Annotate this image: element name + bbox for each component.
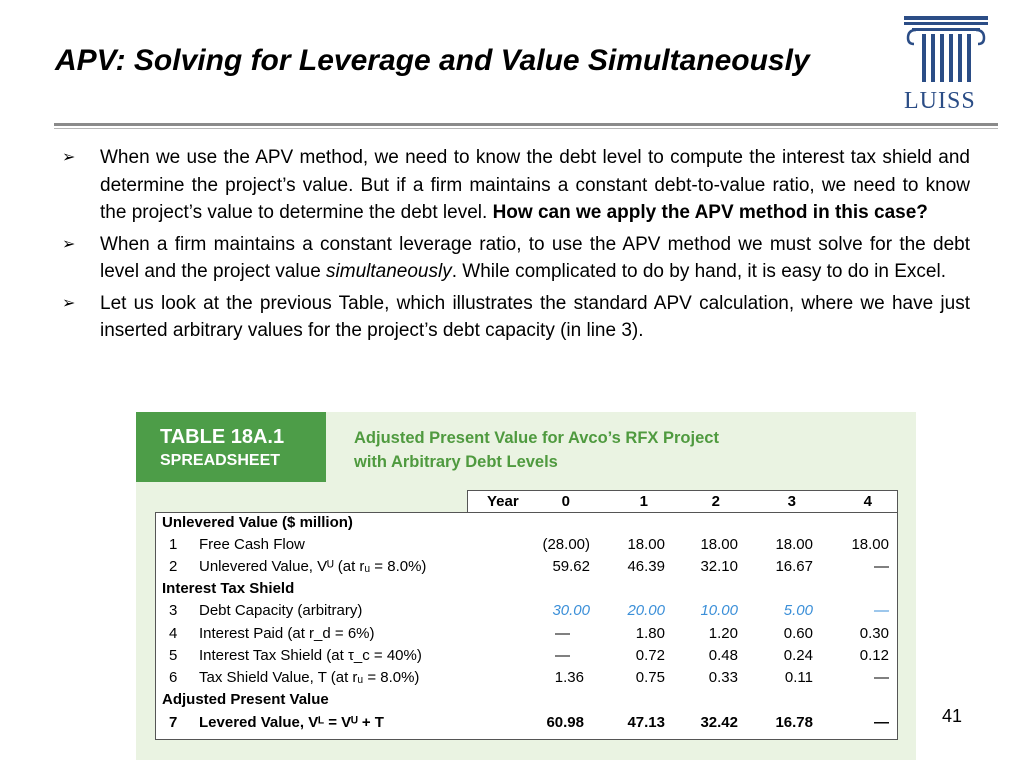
row-number: 7 xyxy=(169,714,178,731)
table-cell: 0.11 xyxy=(784,669,813,686)
row-label: Debt Capacity (arbitrary) xyxy=(199,602,363,619)
table-number: TABLE 18A.1 xyxy=(160,426,285,448)
table-cell: 59.62 xyxy=(552,558,590,575)
section-heading: Unlevered Value ($ million) xyxy=(162,514,353,531)
row-label: Tax Shield Value, T (at rᵤ = 8.0%) xyxy=(199,669,420,686)
bullet-item: ➢ When a firm maintains a constant leverage ratio, to use the APV method we must solve for the debt level and the project value simultaneously. While complicated to do by hand, it is easy to do in Excel. xyxy=(62,231,970,286)
table-cell: — xyxy=(555,625,570,642)
row-number: 1 xyxy=(169,536,178,553)
table-cell: 18.00 xyxy=(775,536,813,553)
table-cell: 0.75 xyxy=(635,669,665,686)
table-cell: — xyxy=(555,647,570,664)
table-cell: 30.00 xyxy=(552,602,590,619)
bullet-item: ➢ Let us look at the previous Table, which illustrates the standard APV calculation, where we have just inserted arbitrary values for the project’s debt capacity (in line 3). xyxy=(62,290,970,345)
table-tab-label xyxy=(136,412,326,482)
slide-title: APV: Solving for Leverage and Value Simultaneously xyxy=(55,44,810,77)
table-type: SPREADSHEET xyxy=(160,452,281,469)
table-cell: — xyxy=(874,558,889,575)
logo-text: LUISS xyxy=(904,88,976,114)
table-cell: 18.00 xyxy=(851,536,889,553)
table-cell: 0.33 xyxy=(708,669,738,686)
arrow-bullet-icon: ➢ xyxy=(62,149,76,166)
table-cell: 0.48 xyxy=(708,647,738,664)
table-cell: 16.67 xyxy=(775,558,813,575)
table-cell: 46.39 xyxy=(627,558,665,575)
table-cell: 0.72 xyxy=(635,647,665,664)
section-heading: Interest Tax Shield xyxy=(162,580,295,597)
table-cell: — xyxy=(874,714,889,731)
table-cell: 0.24 xyxy=(783,647,813,664)
table-cell: 32.10 xyxy=(700,558,738,575)
table-cell: 60.98 xyxy=(546,714,584,731)
arrow-bullet-icon: ➢ xyxy=(62,235,76,253)
table-cell: 0.12 xyxy=(859,647,889,664)
table-cell: — xyxy=(874,669,889,686)
row-label: Free Cash Flow xyxy=(199,536,305,553)
table-cell: 1.80 xyxy=(635,625,665,642)
table-cell: 20.00 xyxy=(627,602,665,619)
row-label: Unlevered Value, Vᵁ (at rᵤ = 8.0%) xyxy=(199,558,427,575)
header-year: Year xyxy=(487,493,519,510)
table-cell: 0.30 xyxy=(859,625,889,642)
table-cell: 10.00 xyxy=(700,602,738,619)
table-cell: 32.42 xyxy=(700,714,738,731)
bullet-question: How can we apply the APV method in this case? xyxy=(492,202,928,223)
page-number: 41 xyxy=(942,706,963,726)
table-cell: 18.00 xyxy=(700,536,738,553)
arrow-bullet-icon: ➢ xyxy=(62,294,76,312)
table-cell: 16.78 xyxy=(775,714,813,731)
row-number: 5 xyxy=(169,647,178,664)
table-cell: 47.13 xyxy=(627,714,665,731)
header-col-2: 2 xyxy=(711,493,720,510)
header-col-0: 0 xyxy=(561,493,570,510)
header-col-3: 3 xyxy=(787,493,796,510)
table-cell: (28.00) xyxy=(542,536,590,553)
bullet-item: ➢ When we use the APV method, we need to know the debt level to compute the interest tax shield and determine the project’s value. But if a firm maintains a constant debt-to-value ratio, we need to know the project’s value to determine the debt level. How can we apply the APV method in this case? xyxy=(62,144,970,227)
title-divider xyxy=(54,123,998,126)
table-cell: 0.60 xyxy=(783,625,813,642)
table-title: Adjusted Present Value for Avco’s RFX Project with Arbitrary Debt Levels xyxy=(354,429,719,471)
header-col-1: 1 xyxy=(639,493,648,510)
header-col-4: 4 xyxy=(863,493,872,510)
table-cell: 1.36 xyxy=(554,669,584,686)
section-heading: Adjusted Present Value xyxy=(162,691,329,708)
row-label: Levered Value, Vᴸ = Vᵁ + T xyxy=(199,714,384,731)
table-cell: 18.00 xyxy=(627,536,665,553)
row-number: 6 xyxy=(169,669,178,686)
table-cell: 1.20 xyxy=(708,625,738,642)
title-divider-thin xyxy=(54,128,998,129)
row-number: 3 xyxy=(169,602,178,619)
table-cell: 5.00 xyxy=(783,602,813,619)
row-number: 2 xyxy=(169,558,178,575)
row-label: Interest Paid (at r_d = 6%) xyxy=(199,625,375,642)
row-number: 4 xyxy=(169,625,178,642)
bullet-list xyxy=(62,144,970,349)
table-cell: — xyxy=(874,602,889,619)
row-label: Interest Tax Shield (at τ_c = 40%) xyxy=(199,647,422,664)
